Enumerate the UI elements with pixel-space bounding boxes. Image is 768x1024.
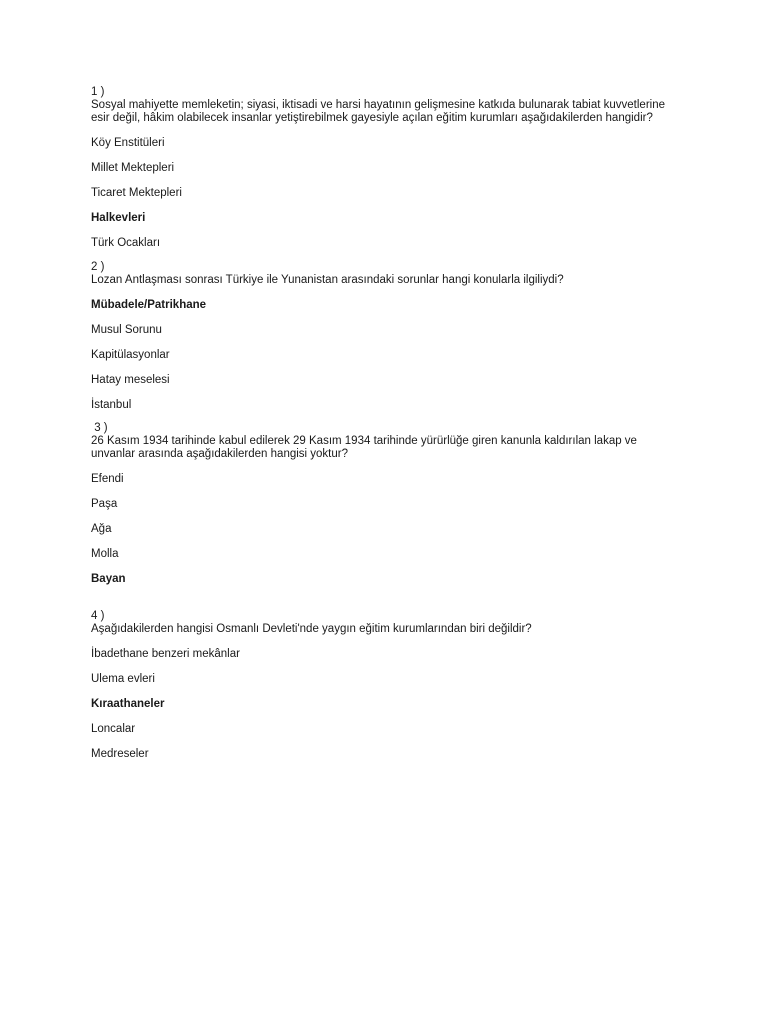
question-number: 2 ) — [91, 261, 105, 273]
option: İbadethane benzeri mekânlar — [91, 648, 240, 660]
question-number: 3 ) — [91, 422, 108, 434]
options-list — [91, 299, 681, 412]
question-4 — [91, 610, 681, 761]
option: Efendi — [91, 473, 124, 485]
question-2 — [91, 261, 681, 412]
option: Loncalar — [91, 723, 136, 735]
question-text: 26 Kasım 1934 tarihinde kabul edilerek 29 Kasım 1934 tarihinde yürürlüğe giren kanunla kaldırılan lakap ve unvanlar arasında aşağıdakilerden hangisi yoktur? — [91, 435, 637, 460]
correct-option: Halkevleri — [91, 212, 146, 224]
option: Millet Mektepleri — [91, 162, 175, 174]
option: Kapitülasyonlar — [91, 349, 170, 361]
option: Ağa — [91, 523, 112, 535]
option: Paşa — [91, 498, 118, 510]
option: İstanbul — [91, 399, 132, 411]
question-3 — [91, 422, 681, 586]
question-text: Lozan Antlaşması sonrası Türkiye ile Yunanistan arasındaki sorunlar hangi konularla ilgiliydi? — [91, 274, 564, 286]
correct-option: Kıraathaneler — [91, 698, 165, 710]
option: Medreseler — [91, 748, 149, 760]
question-1 — [91, 86, 681, 250]
question-number: 1 ) — [91, 86, 105, 98]
question-text: Aşağıdakilerden hangisi Osmanlı Devleti'nde yaygın eğitim kurumlarından biri değildir? — [91, 623, 532, 635]
correct-option: Bayan — [91, 573, 126, 585]
options-list — [91, 137, 681, 250]
document-page — [91, 86, 681, 761]
option: Hatay meselesi — [91, 374, 170, 386]
option: Türk Ocakları — [91, 237, 161, 249]
option: Ulema evleri — [91, 673, 155, 685]
option: Ticaret Mektepleri — [91, 187, 182, 199]
options-list — [91, 648, 681, 761]
question-text: Sosyal mahiyette memleketin; siyasi, iktisadi ve harsi hayatının gelişmesine katkıda bulunarak tabiat kuvvetlerine esir değil, hâkim olabilecek insanlar yetiştirebilmek gayesiyle açılan eğitim kurumları aşağıdakilerden hangidir? — [91, 99, 666, 124]
correct-option: Mübadele/Patrikhane — [91, 299, 207, 311]
question-number: 4 ) — [91, 610, 105, 622]
options-list — [91, 473, 681, 586]
option: Köy Enstitüleri — [91, 137, 165, 149]
option: Musul Sorunu — [91, 324, 162, 336]
option: Molla — [91, 548, 119, 560]
